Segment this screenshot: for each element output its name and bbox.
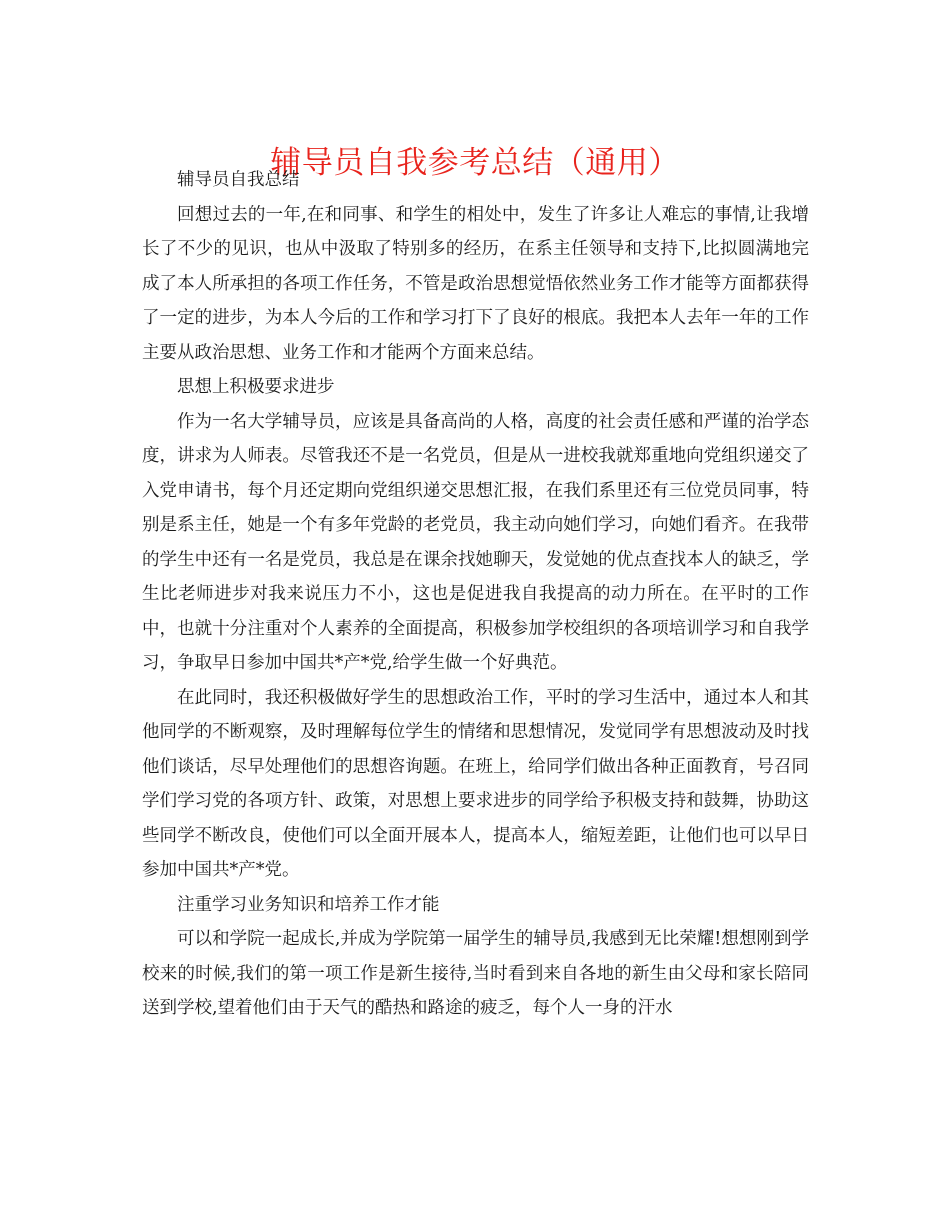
document-title: 辅导员自我参考总结（通用） [270, 144, 680, 181]
section-heading: 注重学习业务知识和培养工作才能 [177, 894, 440, 915]
paragraph: 回想过去的一年,在和同事、和学生的相处中，发生了许多让人难忘的事情,让我增长了不少的见识，也从中汲取了特别多的经历，在系主任领导和支持下,比拟圆满地完成了本人所承担的各项工作任务，不管是政治思想觉悟依然业务工作才能等方面都获得了一定的进步，为本人今后的工作和学习打下了良好的根底。我把本人去年一年的工作主要从政治思想、业务工作和才能两个方面来总结。 [142, 204, 809, 363]
paragraph: 在此同时，我还积极做好学生的思想政治工作，平时的学习生活中，通过本人和其他同学的不断观察，及时理解每位学生的情绪和思想情况，发觉同学有思想波动及时找他们谈话，尽早处理他们的思想咨询题。在班上，给同学们做出各种正面教育，号召同学们学习党的各项方针、政策，对思想上要求进步的同学给予积极支持和鼓舞，协助这些同学不断改良，使他们可以全面开展本人，提高本人，缩短差距，让他们也可以早日参加中国共*产*党。 [142, 687, 809, 880]
section-heading: 思想上积极要求进步 [177, 377, 335, 397]
paragraph: 可以和学院一起成长,并成为学院第一届学生的辅导员,我感到无比荣耀!想想刚到学校来的时候,我们的第一项工作是新生接待,当时看到来自各地的新生由父母和家长陪同送到学校,望着他们由于天气的酷热和路途的疲乏，每个人一身的汗水 [142, 929, 809, 1018]
paragraph: 作为一名大学辅导员，应该是具备高尚的人格，高度的社会责任感和严谨的治学态度，讲求为人师表。尽管我还不是一名党员，但是从一进校我就郑重地向党组织递交了入党申请书，每个月还定期向党组织递交思想汇报，在我们系里还有三位党员同事，特别是系主任，她是一个有多年党龄的老党员，我主动向她们学习，向她们看齐。在我带的学生中还有一名是党员，我总是在课余找她聊天，发觉她的优点查找本人的缺乏，学生比老师进步对我来说压力不小，这也是促进我自我提高的动力所在。在平时的工作中，也就十分注重对个人素养的全面提高，积极参加学校组织的各项培训学习和自我学习，争取早日参加中国共*产*党,给学生做一个好典范。 [142, 411, 809, 673]
section-heading: 辅导员自我总结 [177, 170, 300, 190]
document-body [142, 163, 809, 1026]
